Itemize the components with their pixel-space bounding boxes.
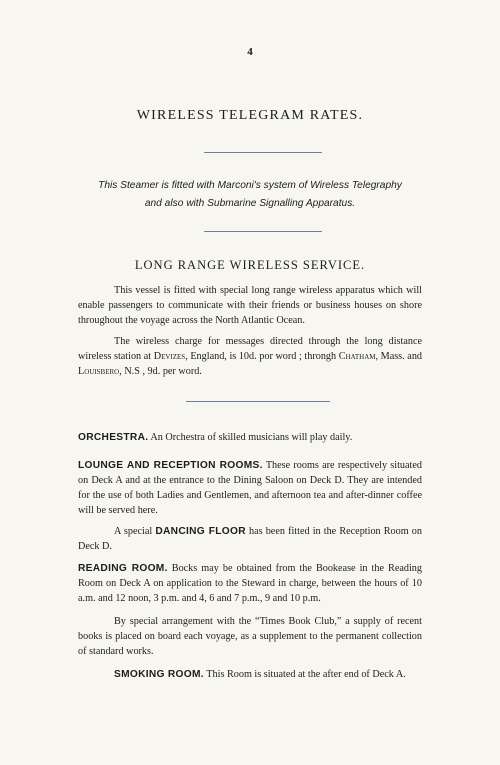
divider-bottom — [186, 401, 330, 402]
wireless-apparatus-paragraph: This vessel is fitted with special long range wireless apparatus which will enable passengers to communicate with their friends or business houses on shore throughout the voyage across the North Atlantic Ocean. — [78, 285, 422, 326]
charges-text-d: , N.S , 9d. per word. — [119, 366, 202, 377]
reading-text: Bocks may be obtained from the Bookease in the Reading Room on Deck A on application to the Steward in charge, between the hours of 10 a.m. and 12 noon, 3 p.m. and 4, 6 and 7 p.m., 9 and 10 p.m. — [78, 563, 422, 604]
lounge-paragraph — [78, 458, 422, 518]
smoking-paragraph — [78, 667, 422, 682]
dancing-paragraph — [78, 524, 422, 554]
marconi-intro: This Steamer is fitted with Marconi's system of Wireless Telegraphy and also with Submarine Signalling Apparatus. — [98, 180, 402, 209]
reading-heading: READING ROOM. — [78, 563, 168, 574]
reading-paragraph — [78, 561, 422, 606]
charges-text-b: , England, is 10d. por word ; throngh — [185, 351, 339, 362]
charges-text-c: , Mass. and — [375, 351, 423, 362]
station-louisbero: Louisbero — [78, 366, 120, 377]
orchestra-heading: ORCHESTRA. — [78, 432, 149, 443]
orchestra-text: An Orchestra of skilled musicians will play daily. — [148, 432, 353, 443]
book-club-paragraph: By special arrangement with the “Times Book Club,” a supply of recent books is placed on board each voyage, as a supplement to the permanent collection of standard works. — [78, 616, 422, 657]
divider-top — [204, 152, 322, 153]
dancing-text-pre: A special — [114, 526, 156, 537]
orchestra-paragraph — [78, 430, 422, 445]
dancing-heading: DANCING FLOOR — [155, 526, 246, 537]
page-number: 4 — [247, 46, 253, 58]
smoking-text: This Room is situated at the after end of Deck A. — [203, 669, 406, 680]
station-chatham: Chatham — [338, 351, 376, 362]
smoking-heading: SMOKING ROOM. — [114, 669, 204, 680]
divider-middle — [204, 231, 322, 232]
wireless-charges-paragraph — [78, 334, 422, 379]
lounge-text: These rooms are respectively situated on Deck A and at the entrance to the Dining Saloon on Deck D. They are intended for the use of both Ladies and Gentlemen, and afternoon tea and after-dinner coffee will be served here. — [78, 460, 422, 516]
dancing-text-post: has been fitted in the Reception Room on Deck D. — [78, 526, 422, 552]
section-subtitle: LONG RANGE WIRELESS SERVICE. — [134, 258, 366, 272]
charges-text-a: The wireless charge for messages directed through the long distance wireless station at — [78, 336, 422, 362]
lounge-heading: LOUNGE AND RECEPTION ROOMS. — [78, 460, 263, 471]
station-devizes: Devizes — [153, 351, 186, 362]
page-title: WIRELESS TELEGRAM RATES. — [136, 108, 364, 123]
